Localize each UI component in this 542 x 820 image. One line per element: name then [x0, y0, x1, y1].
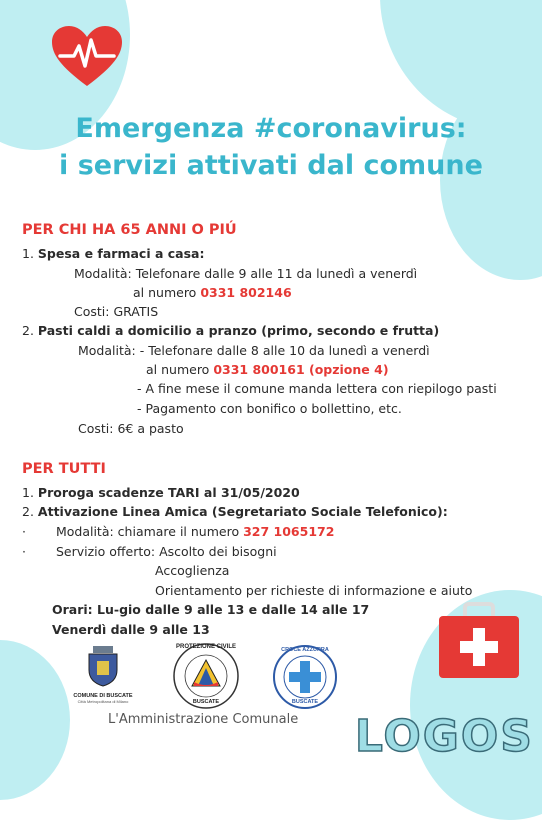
ca-town: BUSCATE [291, 699, 319, 705]
protezione-civile-logo [172, 642, 240, 710]
item-number: 2. [22, 323, 34, 338]
phone-label: al numero [133, 285, 201, 300]
item-title: Spesa e farmaci a casa: [37, 246, 205, 261]
over65-item-2-phone-line [146, 362, 389, 377]
section-all-heading: PER TUTTI [22, 461, 106, 477]
item-title: Proroga scadenze TARI al 31/05/2020 [37, 485, 300, 500]
phone-number: 327 1065172 [243, 524, 335, 539]
comune-crest-icon [86, 645, 120, 687]
croce-azzurra-logo [272, 644, 338, 710]
over65-item-2 [22, 323, 439, 338]
first-aid-kit-icon [437, 600, 521, 680]
heart-pulse-icon [50, 24, 124, 90]
phone-number: 0331 800161 (opzione 4) [213, 362, 389, 377]
all-item-2-mode [22, 524, 334, 539]
section-over65-heading: PER CHI HA 65 ANNI O PIÚ [22, 222, 237, 238]
pc-town: BUSCATE [192, 699, 220, 705]
over65-item-1-phone-line [133, 285, 292, 300]
ca-text: CROCE AZZURRA [281, 647, 329, 653]
phone-label: al numero [146, 362, 214, 377]
all-item-2 [22, 504, 448, 519]
over65-item-2-mode: Modalità: - Telefonare dalle 8 alle 10 da lunedì a venerdì [78, 343, 430, 358]
bullet: · [22, 544, 26, 559]
mode-label: Modalità: chiamare il numero [55, 524, 244, 539]
comune-crest-logo [72, 645, 134, 707]
item-number: 1. [22, 485, 34, 500]
bg-blob-bottom-left [0, 640, 70, 800]
all-item-1 [22, 485, 300, 500]
title-line-2: i servizi attivati dal comune [59, 150, 483, 181]
all-item-2-service-2: Accoglienza [155, 563, 230, 578]
title-line-1: Emergenza #coronavirus: [75, 113, 467, 144]
all-item-2-service [22, 544, 277, 559]
phone-number: 0331 802146 [200, 285, 292, 300]
logos-watermark: LOGOS [354, 711, 534, 762]
opening-hours-2: Venerdì dalle 9 alle 13 [52, 622, 210, 637]
footer-signature: L'Amministrazione Comunale [108, 712, 299, 727]
comune-name: COMUNE DI BUSCATE [73, 693, 133, 699]
over65-item-1-costs: Costi: GRATIS [74, 304, 159, 319]
over65-item-2-bullet-2: - Pagamento con bonifico o bollettino, etc. [137, 401, 402, 416]
over65-item-2-bullet-1: - A fine mese il comune manda lettera con riepilogo pasti [137, 381, 497, 396]
pc-text: PROTEZIONE CIVILE [175, 644, 236, 650]
item-title: Attivazione Linea Amica (Segretariato Sociale Telefonico): [37, 504, 448, 519]
bullet: · [22, 524, 26, 539]
over65-item-1 [22, 246, 204, 261]
comune-sub: Città Metropolitana di Milano [77, 699, 129, 704]
page-title [0, 110, 542, 184]
all-item-2-service-3: Orientamento per richieste di informazione e aiuto [155, 583, 473, 598]
item-number: 1. [22, 246, 34, 261]
item-title: Pasti caldi a domicilio a pranzo (primo, secondo e frutta) [37, 323, 440, 338]
item-number: 2. [22, 504, 34, 519]
opening-hours-1: Orari: Lu-gio dalle 9 alle 13 e dalle 14 alle 17 [52, 602, 370, 617]
over65-item-2-costs: Costi: 6€ a pasto [78, 421, 184, 436]
service-label: Servizio offerto: Ascolto dei bisogni [55, 544, 277, 559]
over65-item-1-mode: Modalità: Telefonare dalle 9 alle 11 da lunedì a venerdì [74, 266, 418, 281]
